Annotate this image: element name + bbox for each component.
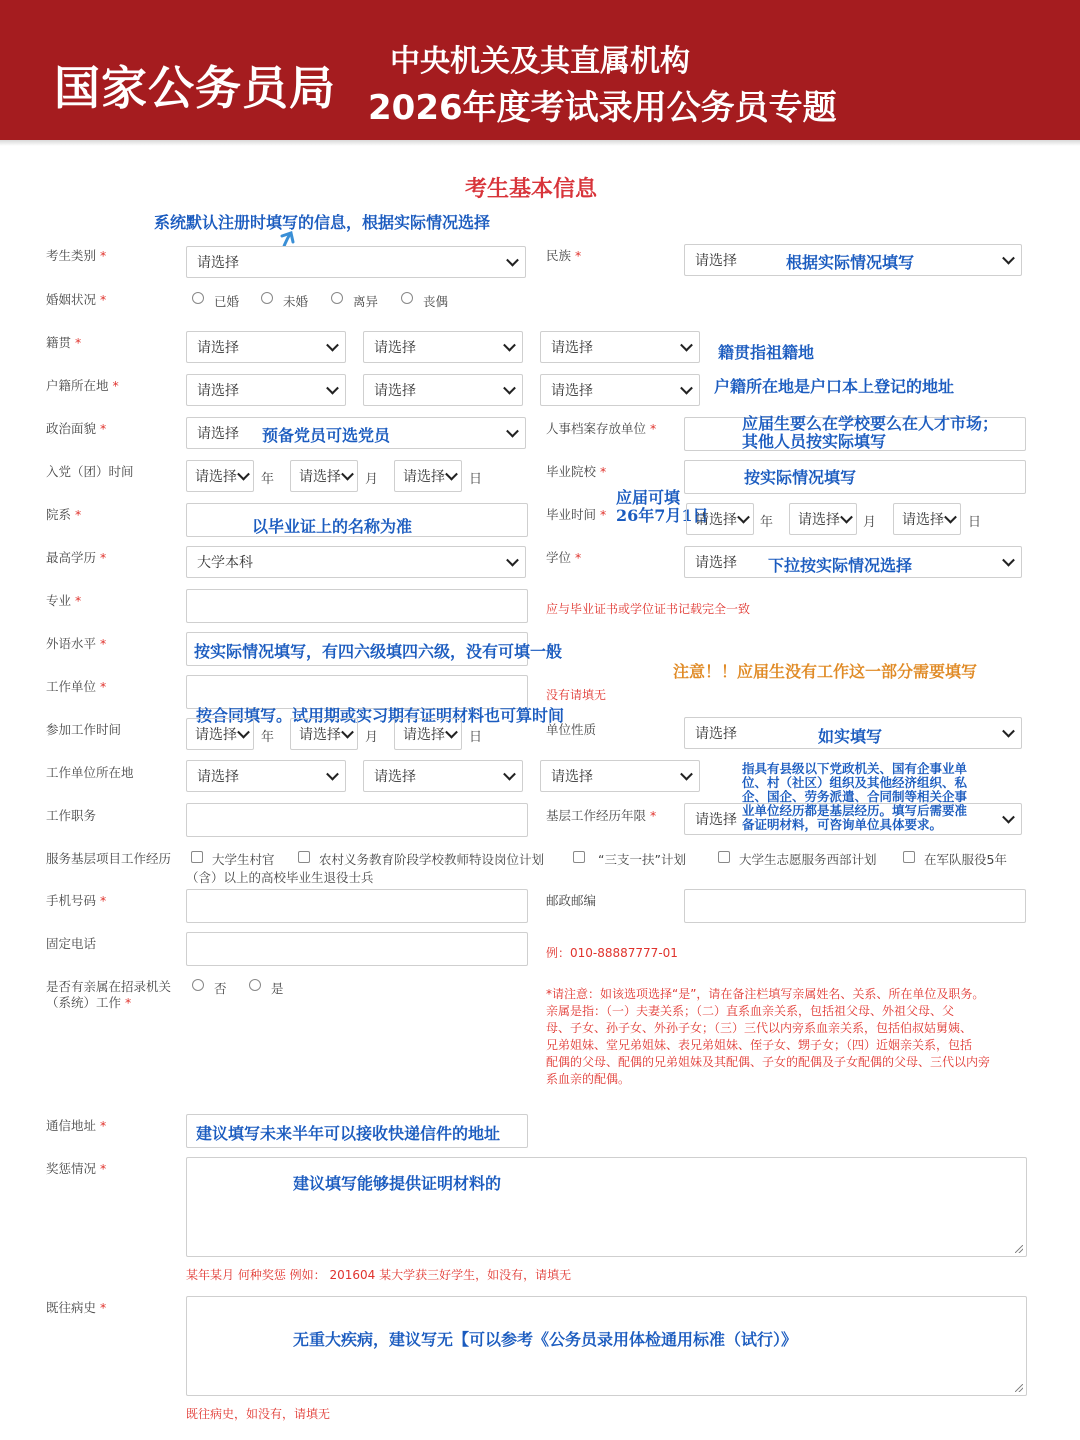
annotation-grassroots [742,762,1012,832]
household-city-select[interactable]: 请选择 [363,374,523,406]
grassroots-hint-line: 指具有县级以下党政机关、国有企事业单 [742,761,968,776]
annotation-department: 以毕业证上的名称为准 [252,517,413,536]
relatives-note-line: 系血亲的配偶。 [546,1072,631,1086]
party-month-select[interactable]: 请选择 [290,460,358,492]
relatives-note-line: 亲属是指：（一）夫妻关系；（二）直系血亲关系，包括祖父母、外祖父母、父 [546,1004,955,1018]
annotation-work-time: 按合同填写。试用期或实习期有证明材料也可算时间 [196,706,565,725]
chevron-down-icon [445,468,458,481]
relatives-note-line: 配偶的父母、配偶的兄弟姐妹及其配偶、子女的配偶及子女配偶的父母、三代以内旁 [546,1055,991,1069]
chevron-down-icon [326,382,339,395]
annotation-ethnicity: 根据实际情况填写 [786,253,915,272]
relatives-note-line: 母、子女、孙子女、外孙子女；（三）三代以内旁系血亲关系，包括伯叔姑舅姨、 [546,1021,973,1035]
checkbox-western-volunteer[interactable] [718,851,730,863]
grassroots-hint-line: 备证明材料，可咨询单位具体要求。 [742,817,943,832]
annotation-degree: 下拉按实际情况选择 [768,556,913,575]
radio-widowed[interactable] [401,292,413,304]
unit-month: 月 [365,472,379,487]
education-select[interactable]: 大学本科 [186,546,526,578]
annotation-archive-1: 应届生要么在学校要么在人才市场； [742,414,999,433]
option-western-volunteer: 大学生志愿服务西部计划 [739,852,877,867]
annotation-political: 预备党员可选党员 [262,426,391,445]
chevron-down-icon [326,339,339,352]
chevron-down-icon [237,468,250,481]
annotation-address: 建议填写未来半年可以接收快递信件的地址 [196,1124,501,1143]
header-subtitle-1: 中央机关及其直属机构 [390,44,690,79]
label-major: 专业 * [46,593,82,608]
work-unit-note: 没有请填无 [546,688,607,702]
option-relatives-yes: 是 [271,981,284,996]
checkbox-village-official[interactable] [191,851,203,863]
chevron-down-icon [506,425,519,438]
resize-grip-icon [1015,1384,1023,1392]
option-relatives-no: 否 [214,981,227,996]
annotation-household: 户籍所在地是户口本上登记的地址 [714,377,955,396]
label-job-title: 工作职务 [46,808,97,823]
grad-year-select[interactable]: 请选择 [686,503,754,535]
section-title: 考生基本信息 [465,177,598,202]
resize-grip-icon [1015,1245,1023,1253]
chevron-down-icon [680,768,693,781]
chevron-down-icon [326,768,339,781]
chevron-down-icon [680,382,693,395]
label-work-start: 参加工作时间 [46,722,122,737]
option-three-supports: “三支一扶”计划 [598,852,686,867]
label-landline: 固定电话 [46,936,97,951]
annotation-language: 按实际情况填写，有四六级填四六级，没有可填一般 [194,642,563,661]
label-political: 政治面貌 * [46,421,107,436]
annotation-grad-2: 26年7月1日 [616,506,709,525]
chevron-down-icon [341,468,354,481]
job-title-input[interactable] [186,803,528,837]
label-rewards: 奖惩情况 * [46,1161,107,1176]
unit-day: 日 [968,515,982,530]
checkbox-three-supports[interactable] [573,851,585,863]
postcode-input[interactable] [684,889,1026,923]
major-input[interactable] [186,589,528,623]
option-village-official: 大学生村官 [212,852,275,867]
native-county-select[interactable]: 请选择 [540,331,700,363]
annotation-unit-nature: 如实填写 [818,727,883,746]
relatives-note [546,986,1026,1088]
unit-year: 年 [261,472,275,487]
label-relatives-line2: （系统）工作 * [46,995,132,1010]
label-mobile: 手机号码 * [46,893,107,908]
degree-select[interactable]: 请选择 [684,546,1022,578]
unit-year: 年 [261,730,275,745]
label-language: 外语水平 * [46,636,107,651]
label-graduate-school: 毕业院校 * [546,464,607,479]
household-county-select[interactable]: 请选择 [540,374,700,406]
party-year-select[interactable]: 请选择 [186,460,254,492]
chevron-down-icon [944,511,957,524]
grad-day-select[interactable]: 请选择 [893,503,961,535]
grassroots-years-select[interactable]: 请选择 [684,803,1022,835]
relatives-note-line: 兄弟姐妹、堂兄弟姐妹、表兄弟姐妹、侄子女、甥子女；（四）近姻亲关系，包括 [546,1038,973,1052]
label-relatives: 是否有亲属在招录机关 [46,979,172,994]
work-year-select[interactable]: 请选择 [186,718,254,750]
annotation-medical: 无重大疾病，建议写无【可以参考《公务员录用体检通用标准（试行）》 [293,1330,798,1349]
landline-input[interactable] [186,932,528,966]
annotation-archive-2: 其他人员按实际填写 [742,432,887,451]
work-county-select[interactable]: 请选择 [540,760,700,792]
grassroots-hint-line: 业单位经历都是基层经历。填写后需要准 [742,803,968,818]
chevron-down-icon [506,254,519,267]
unit-year: 年 [760,515,774,530]
relatives-note-line: *请注意：如该选项选择“是”，请在备注栏填写亲属姓名、关系、所在单位及职务。 [546,987,985,1001]
radio-relatives-no[interactable] [192,979,204,991]
chevron-down-icon [1002,252,1015,265]
household-province-select[interactable]: 请选择 [186,374,346,406]
rewards-note: 某年某月 何种奖惩 例如： 201604 某大学获三好学生，如没有，请填无 [186,1268,572,1282]
work-city-select[interactable]: 请选择 [363,760,523,792]
work-month-select[interactable]: 请选择 [290,718,358,750]
label-address: 通信地址 * [46,1118,107,1133]
unit-day: 日 [469,472,483,487]
label-candidate-type: 考生类别 * [46,248,107,263]
chevron-down-icon [1002,725,1015,738]
option-married: 已婚 [214,294,240,309]
radio-relatives-yes[interactable] [249,979,261,991]
medical-note: 既往病史，如没有，请填无 [186,1407,331,1421]
option-unmarried: 未婚 [283,294,309,309]
chevron-down-icon [1002,554,1015,567]
chevron-down-icon [445,726,458,739]
checkbox-special-teacher[interactable] [298,851,310,863]
label-unit-nature: 单位性质 [546,722,597,737]
native-province-select[interactable]: 请选择 [186,331,346,363]
chevron-down-icon [840,511,853,524]
option-divorced: 离异 [353,294,379,309]
work-province-select[interactable]: 请选择 [186,760,346,792]
grassroots-hint-line: 位、村（社区）组织及其他经济组织、私 [742,775,968,790]
label-grassroots-years: 基层工作经历年限 * [546,808,657,823]
radio-unmarried[interactable] [261,292,273,304]
work-day-select[interactable]: 请选择 [394,718,462,750]
radio-divorced[interactable] [331,292,343,304]
mobile-input[interactable] [186,889,528,923]
label-work-unit: 工作单位 * [46,679,107,694]
header-subtitle-2: 2026年度考试录用公务员专题 [368,88,837,128]
label-grassroots-project: 服务基层项目工作经历 [46,851,172,866]
unit-nature-select[interactable]: 请选择 [684,717,1022,749]
option-special-teacher: 农村义务教育阶段学校教师特设岗位计划 [319,852,545,867]
grad-month-select[interactable]: 请选择 [789,503,857,535]
annotation-school: 按实际情况填写 [744,468,857,487]
label-ethnicity: 民族 * [546,248,582,263]
landline-example: 例：010-88887777-01 [546,946,678,960]
label-party-join: 入党（团）时间 [46,464,134,479]
label-degree: 学位 * [546,550,582,565]
ethnicity-select[interactable]: 请选择 [684,244,1022,276]
chevron-down-icon [737,511,750,524]
option-widowed: 丧偶 [423,294,449,309]
annotation-rewards: 建议填写能够提供证明材料的 [293,1174,502,1193]
label-postcode: 邮政邮编 [546,893,597,908]
annotation-grad-1: 应届可填 [616,488,681,507]
chevron-down-icon [503,382,516,395]
option-veteran-line2: （含）以上的高校毕业生退役士兵 [186,870,374,885]
major-note: 应与毕业证书或学位证书记载完全一致 [546,602,751,616]
chevron-down-icon [503,768,516,781]
annotation-native: 籍贯指祖籍地 [718,343,815,362]
annotation-default-info: 系统默认注册时填写的信息，根据实际情况选择 [154,213,491,232]
checkbox-veteran[interactable] [903,851,915,863]
label-archive-unit: 人事档案存放单位 * [546,421,657,436]
brand-title: 国家公务员局 [54,61,336,115]
native-city-select[interactable]: 请选择 [363,331,523,363]
unit-month: 月 [365,730,379,745]
chevron-down-icon [237,726,250,739]
party-day-select[interactable]: 请选择 [394,460,462,492]
radio-married[interactable] [192,292,204,304]
label-medical: 既往病史 * [46,1300,107,1315]
label-work-location: 工作单位所在地 [46,765,134,780]
chevron-down-icon [341,726,354,739]
fresh-grad-notice: 注意！！应届生没有工作这一部分需要填写 [673,662,978,681]
unit-month: 月 [863,515,877,530]
header-shadow [0,140,1080,146]
candidate-type-select[interactable]: 请选择 [186,246,526,278]
label-native-place: 籍贯 * [46,335,82,350]
chevron-down-icon [680,339,693,352]
label-graduate-time: 毕业时间 * [546,507,607,522]
label-education: 最高学历 * [46,550,107,565]
grassroots-hint-line: 企、国企、劳务派遣、合同制等相关企事 [742,789,968,804]
unit-day: 日 [469,730,483,745]
political-select[interactable]: 请选择 [186,417,526,449]
label-department: 院系 * [46,507,82,522]
chevron-down-icon [503,339,516,352]
chevron-down-icon [506,554,519,567]
label-household: 户籍所在地 * [46,378,119,393]
label-marital: 婚姻状况 * [46,292,107,307]
option-veteran: 在军队服役5年 [924,852,1007,867]
